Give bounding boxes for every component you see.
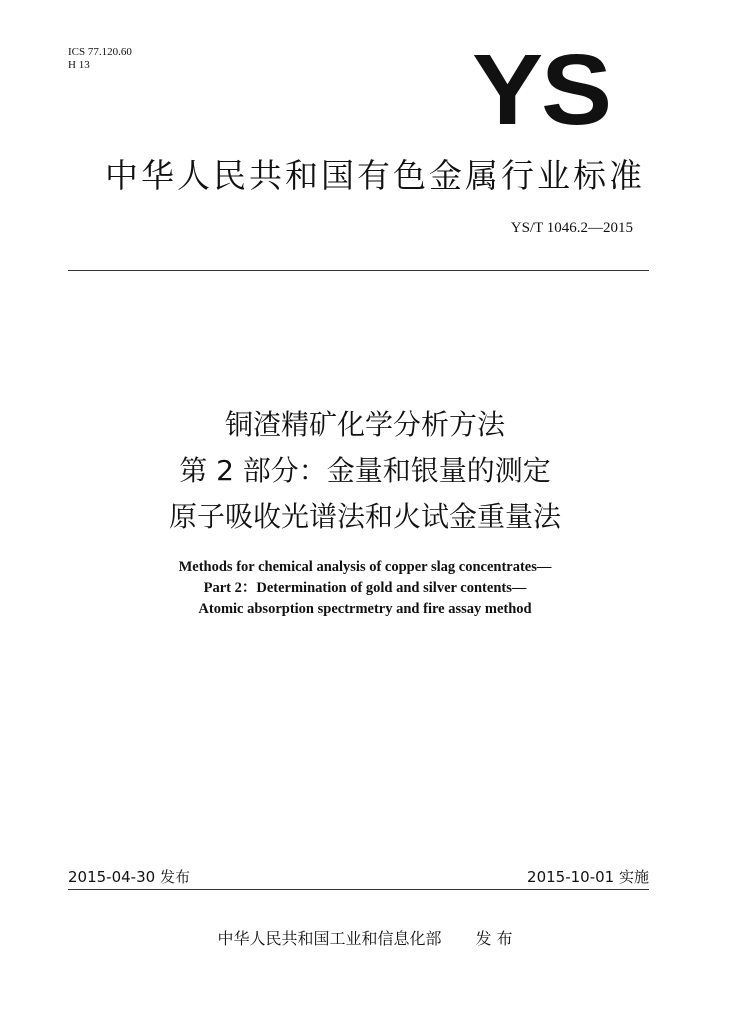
title-cn-line3: 原子吸收光谱法和火试金重量法 bbox=[168, 500, 561, 533]
ys-logo bbox=[470, 48, 612, 132]
standard-code: YS/T 1046.2—2015 bbox=[510, 220, 633, 236]
footer-divider bbox=[68, 889, 649, 890]
logo-text: YS bbox=[472, 48, 610, 132]
header-divider bbox=[68, 270, 649, 271]
issuer-action: 发 布 bbox=[475, 929, 513, 948]
issue-date: 2015-04-30 发布 bbox=[68, 868, 190, 886]
ics-code: ICS 77.120.60 bbox=[68, 46, 132, 58]
ccs-code: H 13 bbox=[68, 59, 90, 71]
title-en-line1: Methods for chemical analysis of copper slag concentrates— bbox=[178, 559, 552, 575]
title-cn-line1: 铜渣精矿化学分析方法 bbox=[224, 408, 505, 441]
organization-title: 中华人民共和国有色金属行业标准 bbox=[105, 156, 645, 195]
title-cn-line2: 第 2 部分：金量和银量的测定 bbox=[179, 454, 551, 487]
issuer-line bbox=[0, 926, 730, 949]
issuer-name: 中华人民共和国工业和信息化部 bbox=[217, 929, 442, 948]
title-en-line3: Atomic absorption spectrmetry and fire assay method bbox=[198, 601, 532, 617]
classification-codes bbox=[68, 46, 132, 72]
implementation-date: 2015-10-01 实施 bbox=[527, 868, 649, 886]
title-en-line2: Part 2：Determination of gold and silver contents— bbox=[203, 580, 527, 596]
